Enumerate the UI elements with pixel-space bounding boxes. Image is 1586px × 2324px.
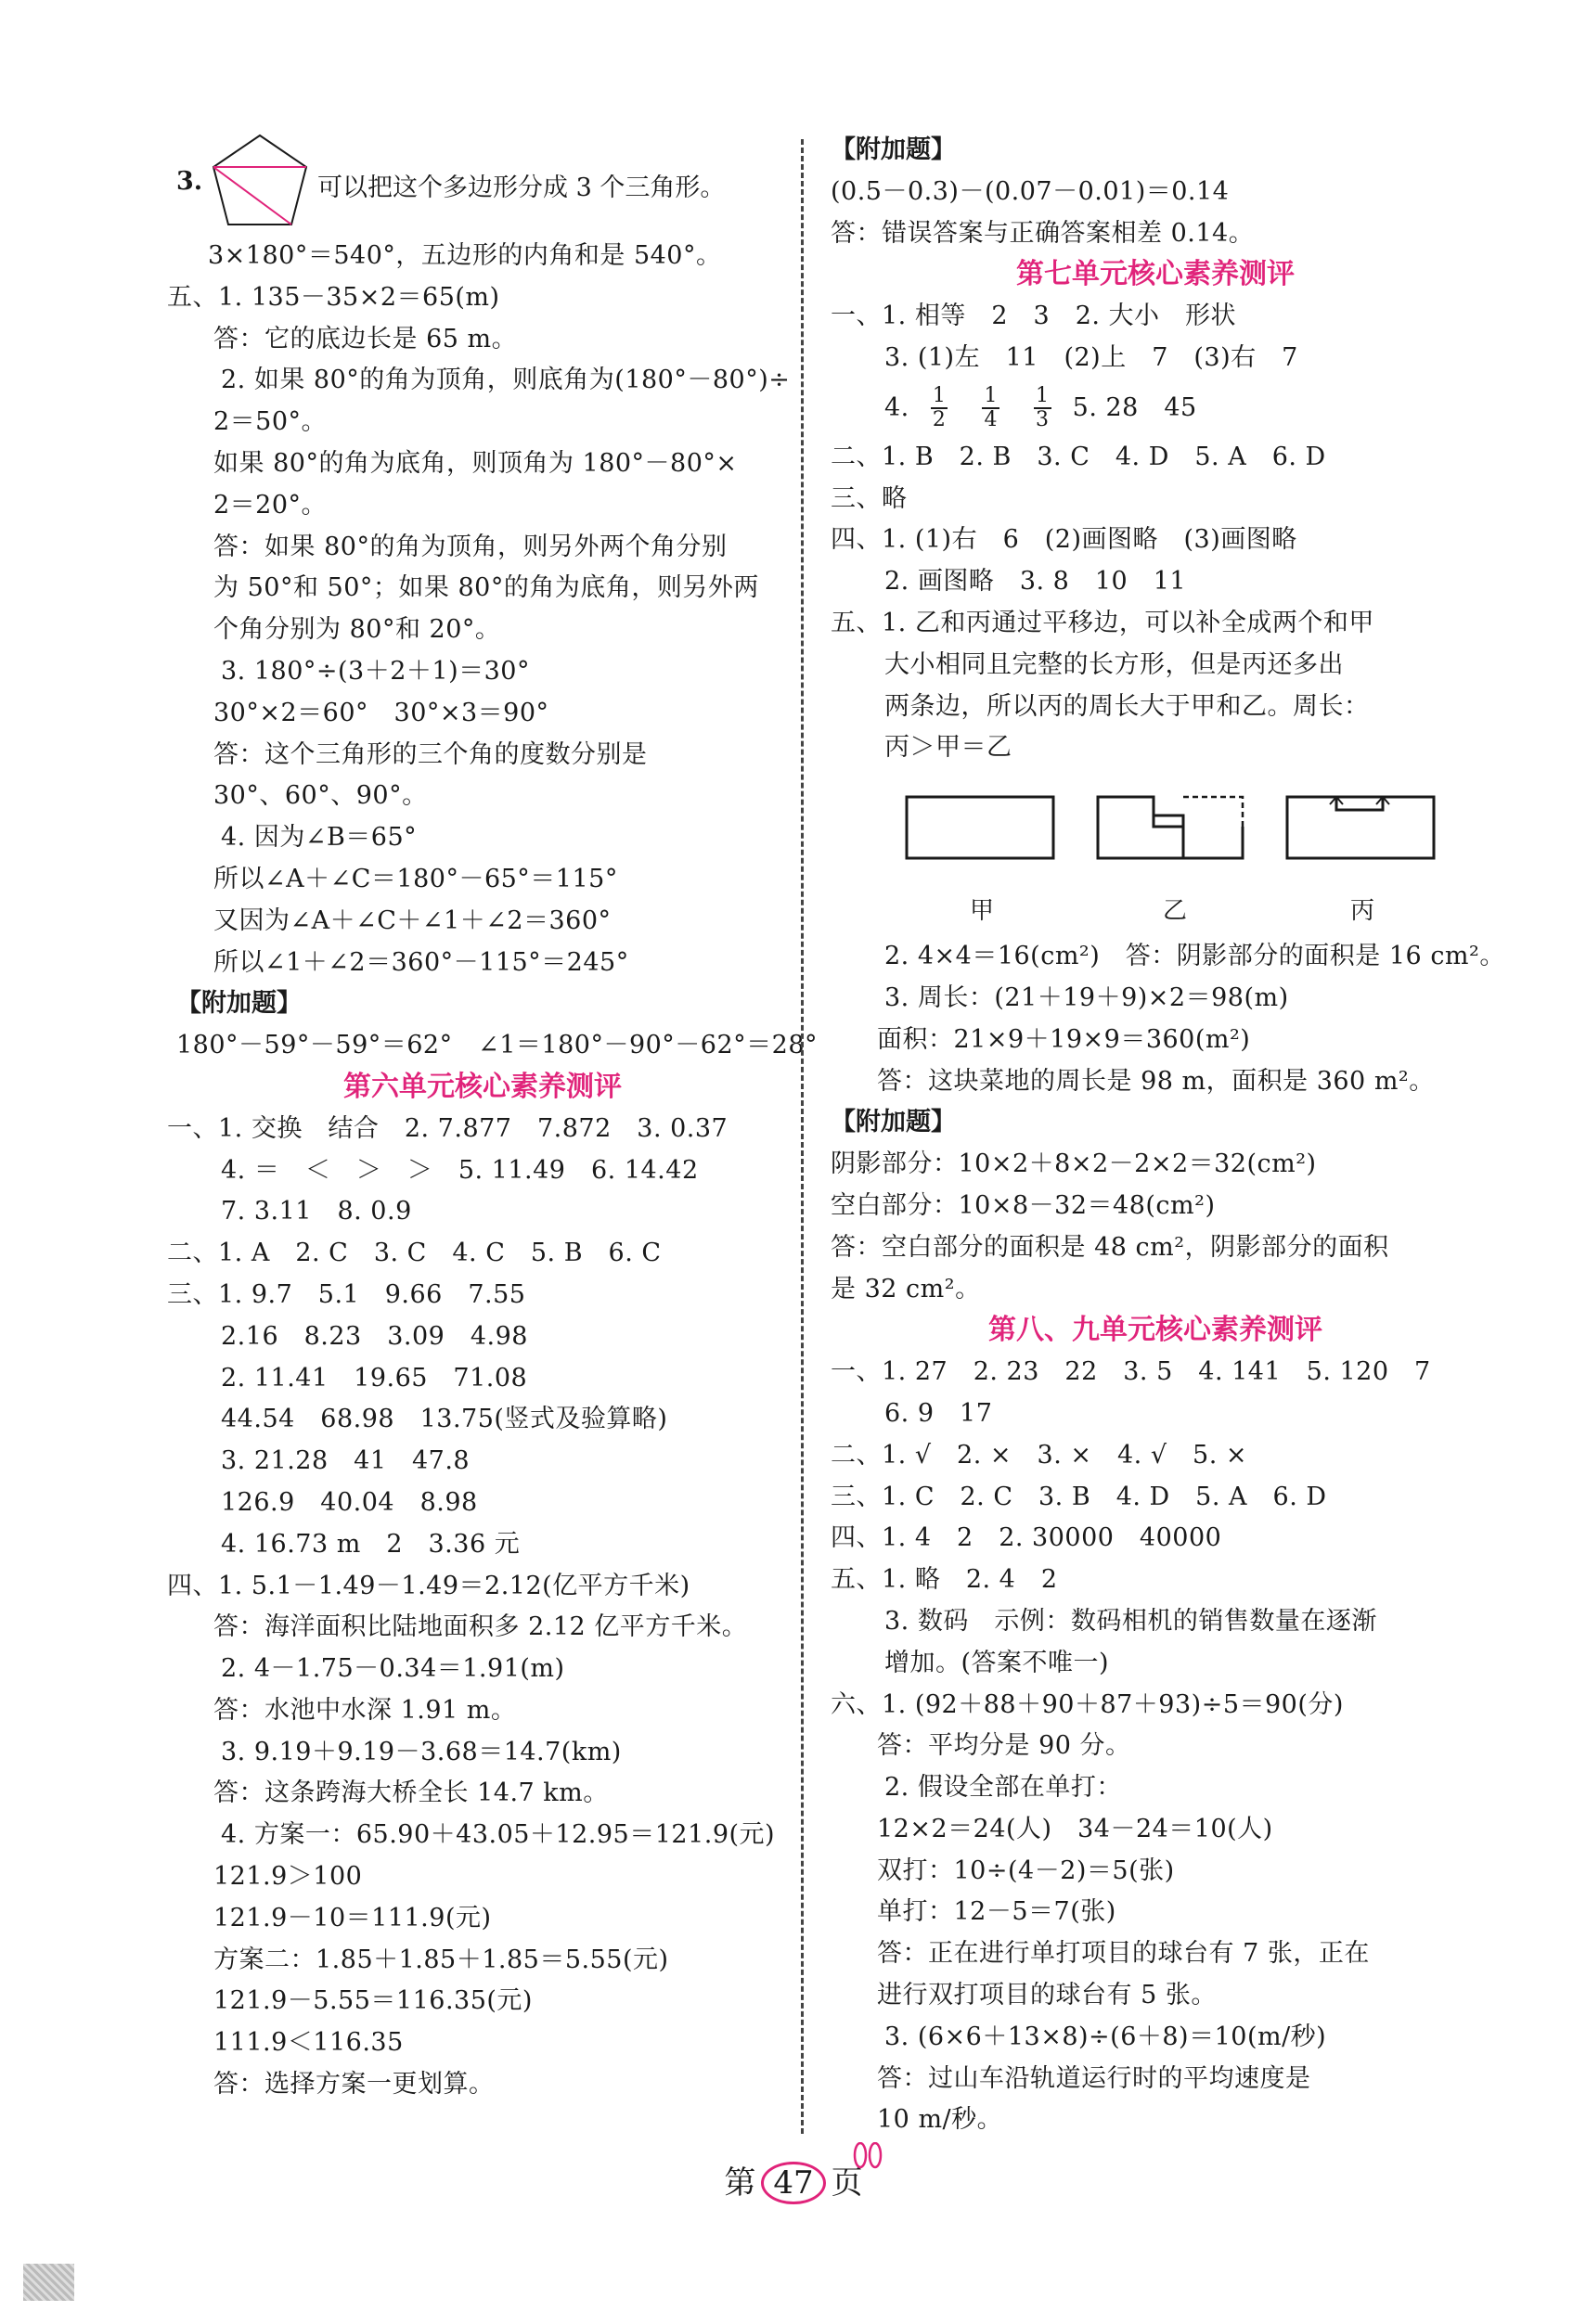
page-number: 47 <box>773 2164 814 2202</box>
answer-line: 一、1. 27 2. 23 22 3. 5 4. 141 5. 120 7 <box>831 1357 1431 1387</box>
answer-line: 增加。(答案不唯一) <box>884 1648 1110 1677</box>
answer-line: 30°×2＝60° 30°×3＝90° <box>213 698 549 727</box>
column-divider <box>801 139 804 2134</box>
fraction <box>931 385 948 431</box>
answer-line: 答：选择方案一更划算。 <box>213 2070 495 2099</box>
answer-line: 4. ＝ ＜ ＞ ＞ 5. 11.49 6. 14.42 <box>221 1155 699 1185</box>
answer-line: 3. 21.28 41 47.8 <box>221 1446 471 1476</box>
answer-line: 所以∠1＋∠2＝360°－115°＝245° <box>213 947 629 977</box>
right-column <box>831 130 1505 2141</box>
answer-line: 180°－59°－59°＝62° ∠1＝180°－90°－62°＝28° <box>176 1031 819 1060</box>
answer-line: 7. 3.11 8. 0.9 <box>221 1197 412 1226</box>
denominator: 3 <box>1036 408 1050 432</box>
answer-line: 3. (6×6＋13×8)÷(6＋8)＝10(m/秒) <box>884 2022 1327 2051</box>
answer-line: 单打：12－5＝7(张) <box>877 1897 1116 1927</box>
answer-line: 2＝50°。 <box>213 407 328 437</box>
answer-line: 三、略 <box>831 483 908 513</box>
answer-line: 五、1. 略 2. 4 2 <box>831 1565 1058 1595</box>
answer-line: 五、1. 乙和丙通过平移边，可以补全成两个和甲 <box>831 608 1374 637</box>
pentagon-question <box>167 130 798 236</box>
answer-line: 10 m/秒。 <box>877 2105 1003 2135</box>
page-number-footer <box>668 2157 919 2213</box>
answer-line: 答：错误答案与正确答案相差 0.14。 <box>831 218 1255 248</box>
answer-line: 一、1. 交换 结合 2. 7.877 7.872 3. 0.37 <box>167 1113 729 1143</box>
answer-line: 121.9＞100 <box>213 1862 363 1892</box>
figure-labels <box>831 888 1480 936</box>
question-text: 可以把这个多边形分成 3 个三角形。 <box>317 173 726 202</box>
answer-line: 121.9－5.55＝116.35(元) <box>213 1986 533 2016</box>
fraction-line-suffix: 5. 28 45 <box>1072 392 1197 422</box>
fraction <box>982 385 999 431</box>
answer-line: 二、1. A 2. C 3. C 4. C 5. B 6. C <box>167 1239 662 1268</box>
figure-label-jia: 甲 <box>970 897 995 926</box>
answer-line: 两条边，所以丙的周长大于甲和乙。周长： <box>884 691 1370 721</box>
answer-line: (0.5－0.3)－(0.07－0.01)＝0.14 <box>831 176 1230 206</box>
figure-label-bing: 丙 <box>1350 897 1375 926</box>
fraction-answer-line <box>831 379 1480 437</box>
answer-line: 二、1. √ 2. × 3. × 4. √ 5. × <box>831 1440 1247 1470</box>
rectangle-figures <box>905 769 1462 880</box>
answer-line: 3. 180°÷(3＋2＋1)＝30° <box>221 656 530 686</box>
answer-line: 四、1. (1)右 6 (2)画图略 (3)画图略 <box>831 525 1297 555</box>
answer-line: 进行双打项目的球台有 5 张。 <box>877 1981 1217 2010</box>
answer-line: 121.9－10＝111.9(元) <box>213 1903 492 1932</box>
numerator: 1 <box>1036 384 1050 408</box>
answer-line: 30°、60°、90°。 <box>213 781 428 811</box>
answer-line: 3. 周长：(21＋19＋9)×2＝98(m) <box>884 982 1289 1012</box>
answer-line: 丙＞甲＝乙 <box>884 733 1012 763</box>
answer-line: 12×2＝24(人) 34－24＝10(人) <box>877 1814 1273 1843</box>
answer-line: 双打：10÷(4－2)＝5(张) <box>877 1855 1175 1885</box>
answer-line: 答：这个三角形的三个角的度数分别是 <box>213 739 648 769</box>
answer-line: 6. 9 17 <box>884 1398 993 1428</box>
bunny-ears-icon <box>849 2142 886 2170</box>
numerator: 1 <box>932 384 947 408</box>
answer-line: 4. 16.73 m 2 3.36 元 <box>221 1529 521 1559</box>
figure-label-yi: 乙 <box>1163 897 1188 926</box>
answer-line: 六、1. (92＋88＋90＋87＋93)÷5＝90(分) <box>831 1689 1344 1719</box>
page-suffix: 页 <box>831 2164 863 2202</box>
bonus-label: 【附加题】 <box>831 135 956 164</box>
answer-line: 大小相同且完整的长方形，但是丙还多出 <box>884 649 1344 679</box>
corner-scan-mark <box>23 2264 74 2301</box>
answer-line: 个角分别为 80°和 20°。 <box>213 615 501 645</box>
answer-line: 4. 方案一：65.90＋43.05＋12.95＝121.9(元) <box>221 1820 776 1850</box>
fraction <box>1034 385 1051 431</box>
section-heading: 第六单元核心素养测评 <box>343 1070 622 1103</box>
answer-line: 44.54 68.98 13.75(竖式及验算略) <box>221 1405 668 1434</box>
bonus-label: 【附加题】 <box>831 1108 956 1137</box>
answer-line: 答：空白部分的面积是 48 cm²，阴影部分的面积 <box>831 1232 1389 1262</box>
bonus-label: 【附加题】 <box>176 989 302 1019</box>
page-number-badge <box>761 2162 825 2204</box>
answer-line: 答：正在进行单打项目的球台有 7 张，正在 <box>877 1939 1370 1969</box>
answer-line: 2. 4－1.75－0.34＝1.91(m) <box>221 1654 565 1684</box>
section-heading: 第七单元核心素养测评 <box>1016 258 1295 291</box>
answer-line: 方案二：1.85＋1.85＋1.85＝5.55(元) <box>213 1945 669 1974</box>
answer-line: 2. 画图略 3. 8 10 11 <box>884 567 1187 597</box>
answer-line: 3. 9.19＋9.19－3.68＝14.7(km) <box>221 1737 622 1766</box>
answer-line: 2. 假设全部在单打： <box>884 1773 1122 1803</box>
answer-line: 空白部分：10×8－32＝48(cm²) <box>831 1190 1216 1220</box>
answer-line: 三、1. 9.7 5.1 9.66 7.55 <box>167 1279 526 1309</box>
answer-line: 答：这块菜地的周长是 98 m，面积是 360 m²。 <box>877 1066 1435 1096</box>
pentagon-figure <box>208 130 312 232</box>
answer-line: 4. 因为∠B＝65° <box>221 823 418 853</box>
answer-line: 111.9＜116.35 <box>213 2028 404 2058</box>
page-prefix: 第 <box>724 2164 756 2202</box>
answer-line: 又因为∠A＋∠C＋∠1＋∠2＝360° <box>213 905 612 935</box>
answer-line: 答：过山车沿轨道运行时的平均速度是 <box>877 2063 1311 2093</box>
answer-line: 2. 4×4＝16(cm²) 答：阴影部分的面积是 16 cm²。 <box>884 942 1505 971</box>
answer-line: 答：如果 80°的角为顶角，则另外两个角分别 <box>213 532 728 561</box>
answer-line: 所以∠A＋∠C＝180°－65°＝115° <box>213 864 618 893</box>
fraction-line-prefix: 4. <box>884 392 909 422</box>
answer-line: 答：它的底边长是 65 m。 <box>213 324 518 353</box>
answer-line: 五、1. 135－35×2＝65(m) <box>167 282 500 312</box>
answer-line: 一、1. 相等 2 3 2. 大小 形状 <box>831 302 1237 331</box>
answer-line: 答：这条跨海大桥全长 14.7 km。 <box>213 1778 609 1808</box>
section-heading: 第八、九单元核心素养测评 <box>988 1314 1322 1347</box>
answer-line: 四、1. 5.1－1.49－1.49＝2.12(亿平方千米) <box>167 1571 690 1600</box>
answer-line: 为 50°和 50°；如果 80°的角为底角，则另外两 <box>213 573 759 603</box>
answer-line: 四、1. 4 2 2. 30000 40000 <box>831 1523 1222 1553</box>
answer-line: 三、1. C 2. C 3. B 4. D 5. A 6. D <box>831 1482 1327 1511</box>
answer-line: 答：平均分是 90 分。 <box>877 1731 1131 1761</box>
left-column <box>167 130 819 2106</box>
answer-line: 如果 80°的角为底角，则顶角为 180°－80°× <box>213 448 738 478</box>
answer-line: 126.9 40.04 8.98 <box>221 1487 478 1517</box>
perimeter-figures <box>831 769 1480 888</box>
answer-line: 3×180°＝540°，五边形的内角和是 540°。 <box>208 241 722 270</box>
answer-line: 2. 如果 80°的角为顶角，则底角为(180°－80°)÷ <box>221 366 791 395</box>
answer-line: 2＝20°。 <box>213 490 328 520</box>
answer-line: 阴影部分：10×2＋8×2－2×2＝32(cm²) <box>831 1149 1317 1179</box>
answer-line: 3. (1)左 11 (2)上 7 (3)右 7 <box>884 342 1298 372</box>
answer-line: 3. 数码 示例：数码相机的销售数量在逐渐 <box>884 1606 1377 1636</box>
numerator: 1 <box>984 384 998 408</box>
answer-line: 是 32 cm²。 <box>831 1274 981 1303</box>
answer-line: 答：海洋面积比陆地面积多 2.12 亿平方千米。 <box>213 1612 748 1642</box>
answer-line: 2. 11.41 19.65 71.08 <box>221 1363 528 1393</box>
answer-line: 2.16 8.23 3.09 4.98 <box>221 1321 528 1351</box>
answer-line: 答：水池中水深 1.91 m。 <box>213 1695 517 1725</box>
denominator: 2 <box>932 408 947 432</box>
denominator: 4 <box>984 408 998 432</box>
answer-line: 面积：21×9＋19×9＝360(m²) <box>877 1024 1251 1054</box>
question-number: 3. <box>176 167 203 196</box>
answer-line: 二、1. B 2. B 3. C 4. D 5. A 6. D <box>831 442 1326 471</box>
